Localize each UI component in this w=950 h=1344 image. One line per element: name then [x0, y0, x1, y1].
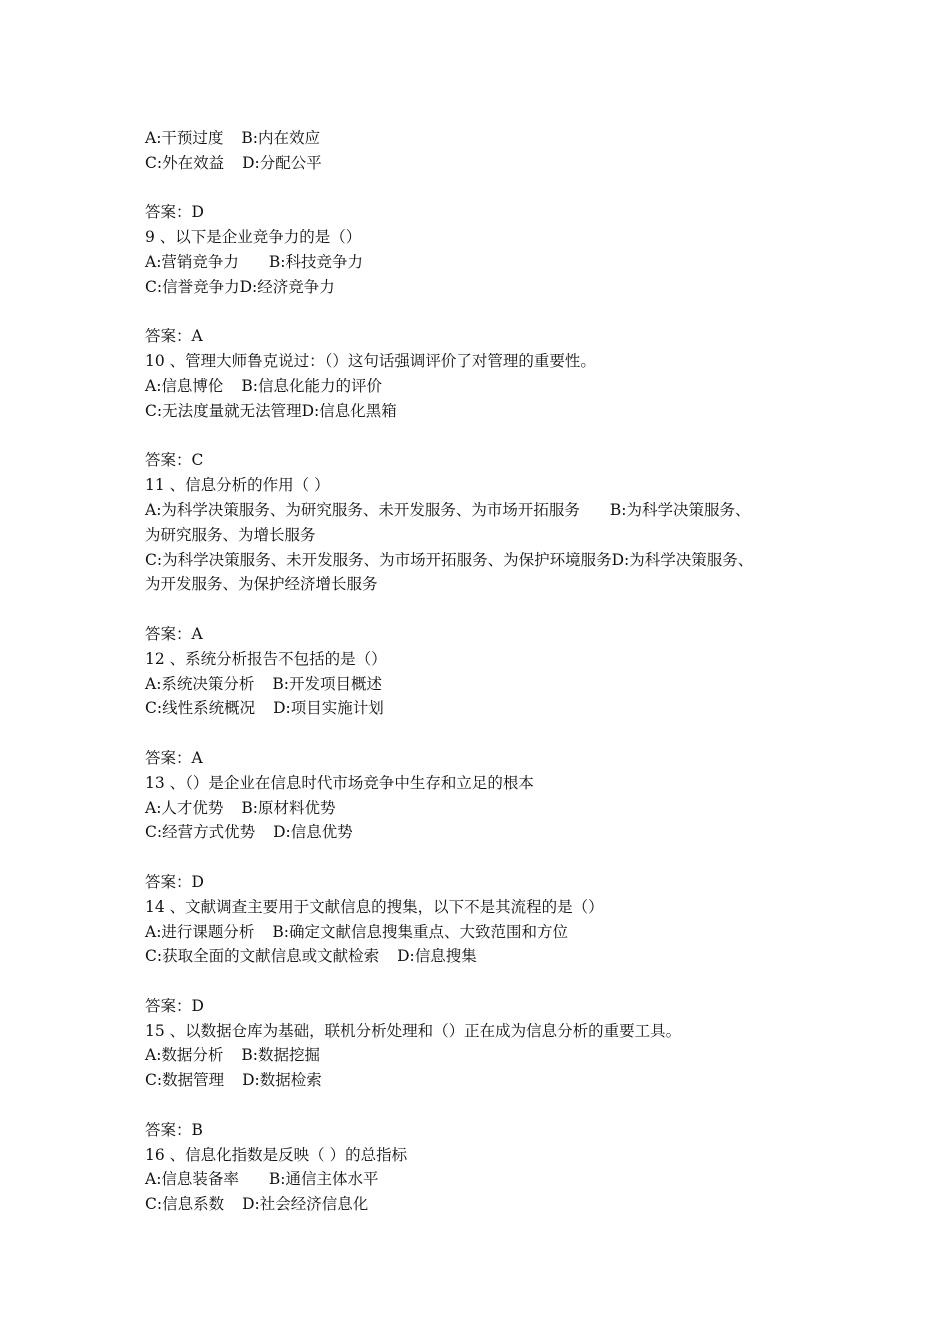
q12-answer: 答案：A [145, 748, 203, 767]
q9-options-ab [145, 250, 820, 275]
q13-option-d: D:信息优势 [273, 823, 353, 842]
q16-option-a: A:信息装备率 [145, 1170, 239, 1189]
q16-options-cd [145, 1192, 820, 1217]
q13-answer: 答案：D [145, 872, 204, 891]
spacer [145, 721, 820, 746]
q11-answer: 答案：A [145, 624, 203, 643]
q15-options-ab [145, 1043, 820, 1068]
q12-options-cd [145, 696, 820, 721]
q12-option-d: D:项目实施计划 [273, 699, 384, 718]
q11-option-b-start: B:为科学决策服务、 [609, 500, 751, 519]
q16-question: 16 、信息化指数是反映（ ）的总指标 [145, 1145, 408, 1164]
q9-answer: 答案：A [145, 327, 203, 346]
q8-options-ab [145, 126, 820, 151]
q8-option-d: D:分配公平 [242, 153, 322, 172]
q9-option-a: A:营销竞争力 [145, 252, 239, 271]
q15-options-cd [145, 1068, 820, 1093]
spacer [145, 597, 820, 622]
q14-option-d: D:信息搜集 [397, 947, 477, 966]
spacer [145, 969, 820, 994]
q14-option-c: C:获取全面的文献信息或文献检索 [145, 947, 380, 966]
q13-option-a: A:人才优势 [145, 798, 224, 817]
q9-option-b: B:科技竞争力 [268, 252, 364, 271]
q8-answer: 答案：D [145, 203, 204, 222]
q11-question: 11 、信息分析的作用（ ） [145, 476, 330, 495]
q15-option-a: A:数据分析 [145, 1046, 224, 1065]
q15-option-b: B:数据挖掘 [241, 1046, 321, 1065]
q14-option-a: A:进行课题分析 [145, 922, 255, 941]
q13-option-b: B:原材料优势 [241, 798, 336, 817]
q12-option-b: B:开发项目概述 [272, 674, 383, 693]
q13-question: 13 、（）是企业在信息时代市场竞争中生存和立足的根本 [145, 773, 534, 792]
q15-question: 15 、以数据仓库为基础，联机分析处理和（）正在成为信息分析的重要工具。 [145, 1021, 682, 1040]
q11-options-ab-line1 [145, 498, 820, 523]
q16-option-c: C:信息系数 [145, 1195, 225, 1214]
q14-answer: 答案：D [145, 996, 204, 1015]
q10-option-b: B:信息化能力的评价 [241, 376, 383, 395]
q14-option-b: B:确定文献信息搜集重点、大致范围和方位 [272, 922, 569, 941]
spacer [145, 424, 820, 449]
q15-option-c: C:数据管理 [145, 1071, 225, 1090]
q13-option-c: C:经营方式优势 [145, 823, 256, 842]
q12-option-a: A:系统决策分析 [145, 674, 255, 693]
q11-option-a: A:为科学决策服务、为研究服务、未开发服务、为市场开拓服务 [145, 500, 580, 519]
q14-options-cd [145, 944, 820, 969]
q13-options-cd [145, 820, 820, 845]
spacer [145, 176, 820, 201]
q10-question: 10 、管理大师鲁克说过：（）这句话强调评价了对管理的重要性。 [145, 352, 596, 371]
q14-options-ab [145, 920, 820, 945]
q12-question: 12 、系统分析报告不包括的是（） [145, 649, 387, 668]
spacer [145, 845, 820, 870]
q8-option-b: B:内在效应 [241, 129, 321, 147]
q10-options-cd: C:无法度量就无法管理D:信息化黑箱 [145, 401, 397, 420]
q16-option-b: B:通信主体水平 [268, 1170, 379, 1189]
q10-options-ab [145, 374, 820, 399]
q16-option-d: D:社会经济信息化 [242, 1195, 369, 1214]
document-page [145, 126, 820, 1217]
q9-options-cd: C:信誉竞争力D:经济竞争力 [145, 277, 335, 296]
q15-answer: 答案：B [145, 1120, 203, 1139]
q10-answer: 答案：C [145, 451, 204, 470]
q11-options-cd-line1: C:为科学决策服务、未开发服务、为市场开拓服务、为保护环境服务D:为科学决策服务、 [145, 550, 754, 569]
q12-options-ab [145, 672, 820, 697]
q8-option-a: A:干预过度 [145, 129, 224, 147]
q11-options-cd-line2: 为开发服务、为保护经济增长服务 [145, 575, 378, 594]
q11-options-ab-line2: 为研究服务、为增长服务 [145, 525, 316, 544]
spacer [145, 300, 820, 325]
q12-option-c: C:线性系统概况 [145, 699, 256, 718]
q13-options-ab [145, 796, 820, 821]
q9-question: 9 、以下是企业竞争力的是（） [145, 228, 362, 247]
spacer [145, 1093, 820, 1118]
q16-options-ab [145, 1167, 820, 1192]
q10-option-a: A:信息博伦 [145, 376, 224, 395]
q8-options-cd [145, 151, 820, 176]
q15-option-d: D:数据检索 [242, 1071, 322, 1090]
q8-option-c: C:外在效益 [145, 153, 225, 172]
q14-question: 14 、文献调查主要用于文献信息的搜集，以下不是其流程的是（） [145, 897, 604, 916]
